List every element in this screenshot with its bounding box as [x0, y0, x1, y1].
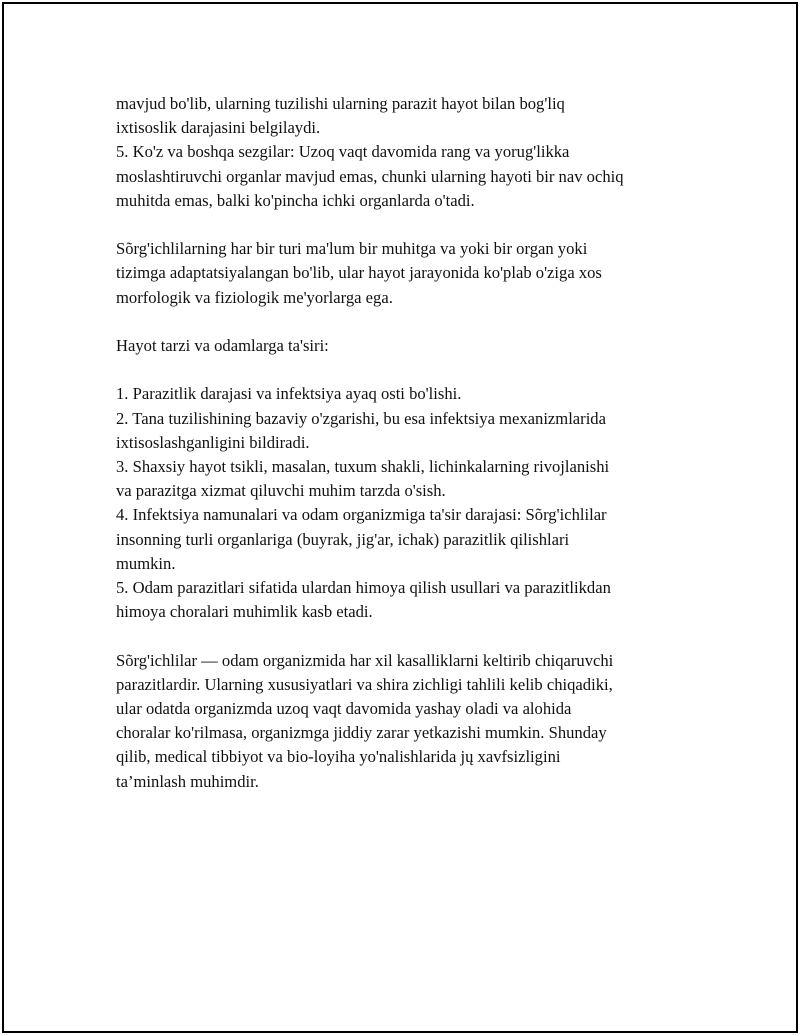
text-line: moslashtiruvchi organlar mavjud emas, chunki ularning hayoti bir nav ochiq [116, 166, 624, 186]
text-line: Sõrg'ichlilar — odam organizmida har xil kasalliklarni keltirib chiqaruvchi [116, 650, 614, 670]
document-body [116, 92, 716, 818]
text-line: ular odatda organizmda uzoq vaqt davomida yashay oladi va alohida [116, 699, 572, 719]
list-line: 5. Odam parazitlari sifatida ulardan himoya qilish usullari va parazitlikdan [116, 578, 611, 598]
list-line: 2. Tana tuzilishining bazaviy o'zgarishi, bu esa infektsiya mexanizmlarida [116, 408, 606, 428]
paragraph-sense-organs [116, 92, 716, 213]
list-line: ixtisoslashganligini bildiradi. [116, 432, 310, 452]
list-line: 3. Shaxsiy hayot tsikli, masalan, tuxum shakli, lichinkalarning rivojlanishi [116, 457, 610, 476]
heading-line: Hayot tarzi va odamlarga ta'siri: [116, 336, 329, 355]
list-line: insonning turli organlariga (buyrak, jig'ar, ichak) parazitlik qilishlari [116, 529, 570, 549]
list-line: 4. Infektsiya namunalari va odam organizmiga ta'sir darajasi: Sõrg'ichlilar [116, 505, 607, 525]
text-line: choralar ko'rilmasa, organizmga jiddiy zarar yetkazishi mumkin. Shunday [116, 723, 607, 743]
list-line: himoya choralari muhimlik kasb etadi. [116, 602, 373, 622]
text-line: parazitlardir. Ularning xususiyatlari va shira zichligi tahlili kelib chiqadiki, [116, 674, 613, 694]
text-line: Sõrg'ichlilarning har bir turi ma'lum bir muhitga va yoki bir organ yoki [116, 239, 588, 259]
paragraph-adaptation [116, 237, 716, 310]
paragraph-conclusion [116, 649, 716, 794]
text-line: ixtisoslik darajasini belgilaydi. [116, 118, 321, 138]
text-line: mavjud bo'lib, ularning tuzilishi ularning parazit hayot bilan bog'liq [116, 94, 565, 113]
text-line: qilib, medical tibbiyot va bio-loyiha yo'nalishlarida jų xavfsizligini [116, 747, 561, 767]
text-line: morfologik va fiziologik me'yorlarga ega. [116, 287, 393, 307]
section-heading [116, 334, 716, 358]
text-line: ta’minlash muhimdir. [116, 771, 259, 791]
list-line: mumkin. [116, 553, 176, 573]
numbered-list [116, 382, 716, 624]
list-line: va parazitga xizmat qiluvchi muhim tarzda o'sish. [116, 481, 446, 501]
text-line: tizimga adaptatsiyalangan bo'lib, ular hayot jarayonida ko'plab o'ziga xos [116, 263, 602, 283]
list-line: 1. Parazitlik darajasi va infektsiya ayaq osti bo'lishi. [116, 384, 462, 404]
text-line: muhitda emas, balki ko'pincha ichki organlarda o'tadi. [116, 190, 475, 210]
text-line: 5. Ko'z va boshqa sezgilar: Uzoq vaqt davomida rang va yorug'likka [116, 142, 570, 162]
